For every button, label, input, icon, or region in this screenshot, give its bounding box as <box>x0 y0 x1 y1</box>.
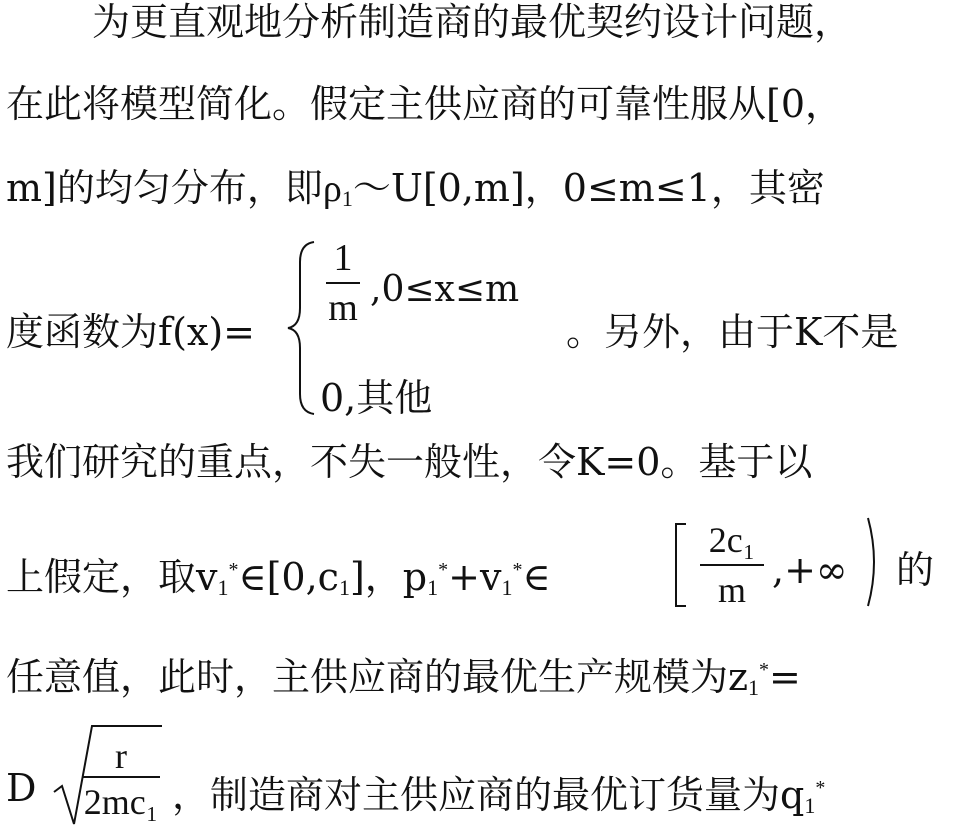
q-superscript: * <box>815 777 826 799</box>
fraction-denominator: m <box>328 287 358 329</box>
density-prefix: 度函数为f(x)= <box>6 310 255 354</box>
line6-text-b: ∈[0,c <box>238 555 339 599</box>
text-line-7 <box>6 648 801 710</box>
fraction-r-over-2mc1 <box>78 736 164 822</box>
fraction-denominator-3: 2mc₁ <box>83 782 159 822</box>
fraction-numerator-2: 2c₁ <box>708 520 756 560</box>
line6-text-e: ∈ <box>522 555 551 599</box>
q-subscript: 1 <box>804 793 816 818</box>
text-line-8 <box>172 766 825 828</box>
line6-text-g: 的 <box>896 548 935 592</box>
line6-text-a: 上假定，取v <box>6 555 218 599</box>
line6-text-c: ]，p <box>349 555 428 599</box>
fraction-1-over-m <box>322 238 364 328</box>
line3-text-a: m]的均匀分布，即 <box>6 166 323 210</box>
text-line-1: 为更直观地分析制造商的最优契约设计问题， <box>92 0 853 44</box>
line3-text-b: ～U[0,m]，0≤m≤1，其密 <box>352 166 825 210</box>
fraction-bar-3 <box>82 776 160 778</box>
case-2-otherwise: 0,其他 <box>320 376 433 420</box>
fraction-2c1-over-m <box>694 520 770 610</box>
fraction-denominator-2: m <box>717 570 746 610</box>
line7-text-b: = <box>769 655 801 699</box>
text-line-5: 我们研究的重点，不失一般性，令K=0。基于以 <box>6 440 813 484</box>
rho-subscript: 1 <box>341 186 353 211</box>
rho-symbol: ρ <box>322 168 342 210</box>
case-1-condition: ,0≤x≤m <box>370 269 520 310</box>
c-subscript: 1 <box>338 575 350 600</box>
fraction-bar-2 <box>700 564 764 566</box>
line4-suffix: 。另外，由于K不是 <box>566 310 899 354</box>
v2-superscript: * <box>512 559 523 581</box>
right-paren-icon <box>864 514 882 610</box>
v-subscript: 1 <box>217 575 229 600</box>
fraction-numerator-3: r <box>115 736 127 776</box>
line6-text-f: ,+∞ <box>772 548 848 592</box>
left-brace-icon <box>284 238 318 418</box>
line7-text-a: 任意值，此时，主供应商的最优生产规模为z <box>6 655 749 699</box>
line6-text-d: +v <box>448 555 502 599</box>
v-superscript: * <box>228 559 239 581</box>
fraction-bar <box>326 282 360 284</box>
text-line-2: 在此将模型简化。假定主供应商的可靠性服从[0， <box>6 82 844 126</box>
text-line-6 <box>6 548 551 610</box>
p-superscript: * <box>438 559 449 581</box>
text-line-3 <box>6 166 957 221</box>
z-subscript: 1 <box>748 675 760 700</box>
p-subscript: 1 <box>427 575 439 600</box>
left-bracket-icon <box>672 520 688 610</box>
fraction-numerator: 1 <box>333 237 353 279</box>
z-superscript: * <box>759 659 770 681</box>
line8-text-b: ，制造商对主供应商的最优订货量为q <box>172 773 805 817</box>
v2-subscript: 1 <box>501 575 513 600</box>
line8-D: D <box>6 766 37 810</box>
